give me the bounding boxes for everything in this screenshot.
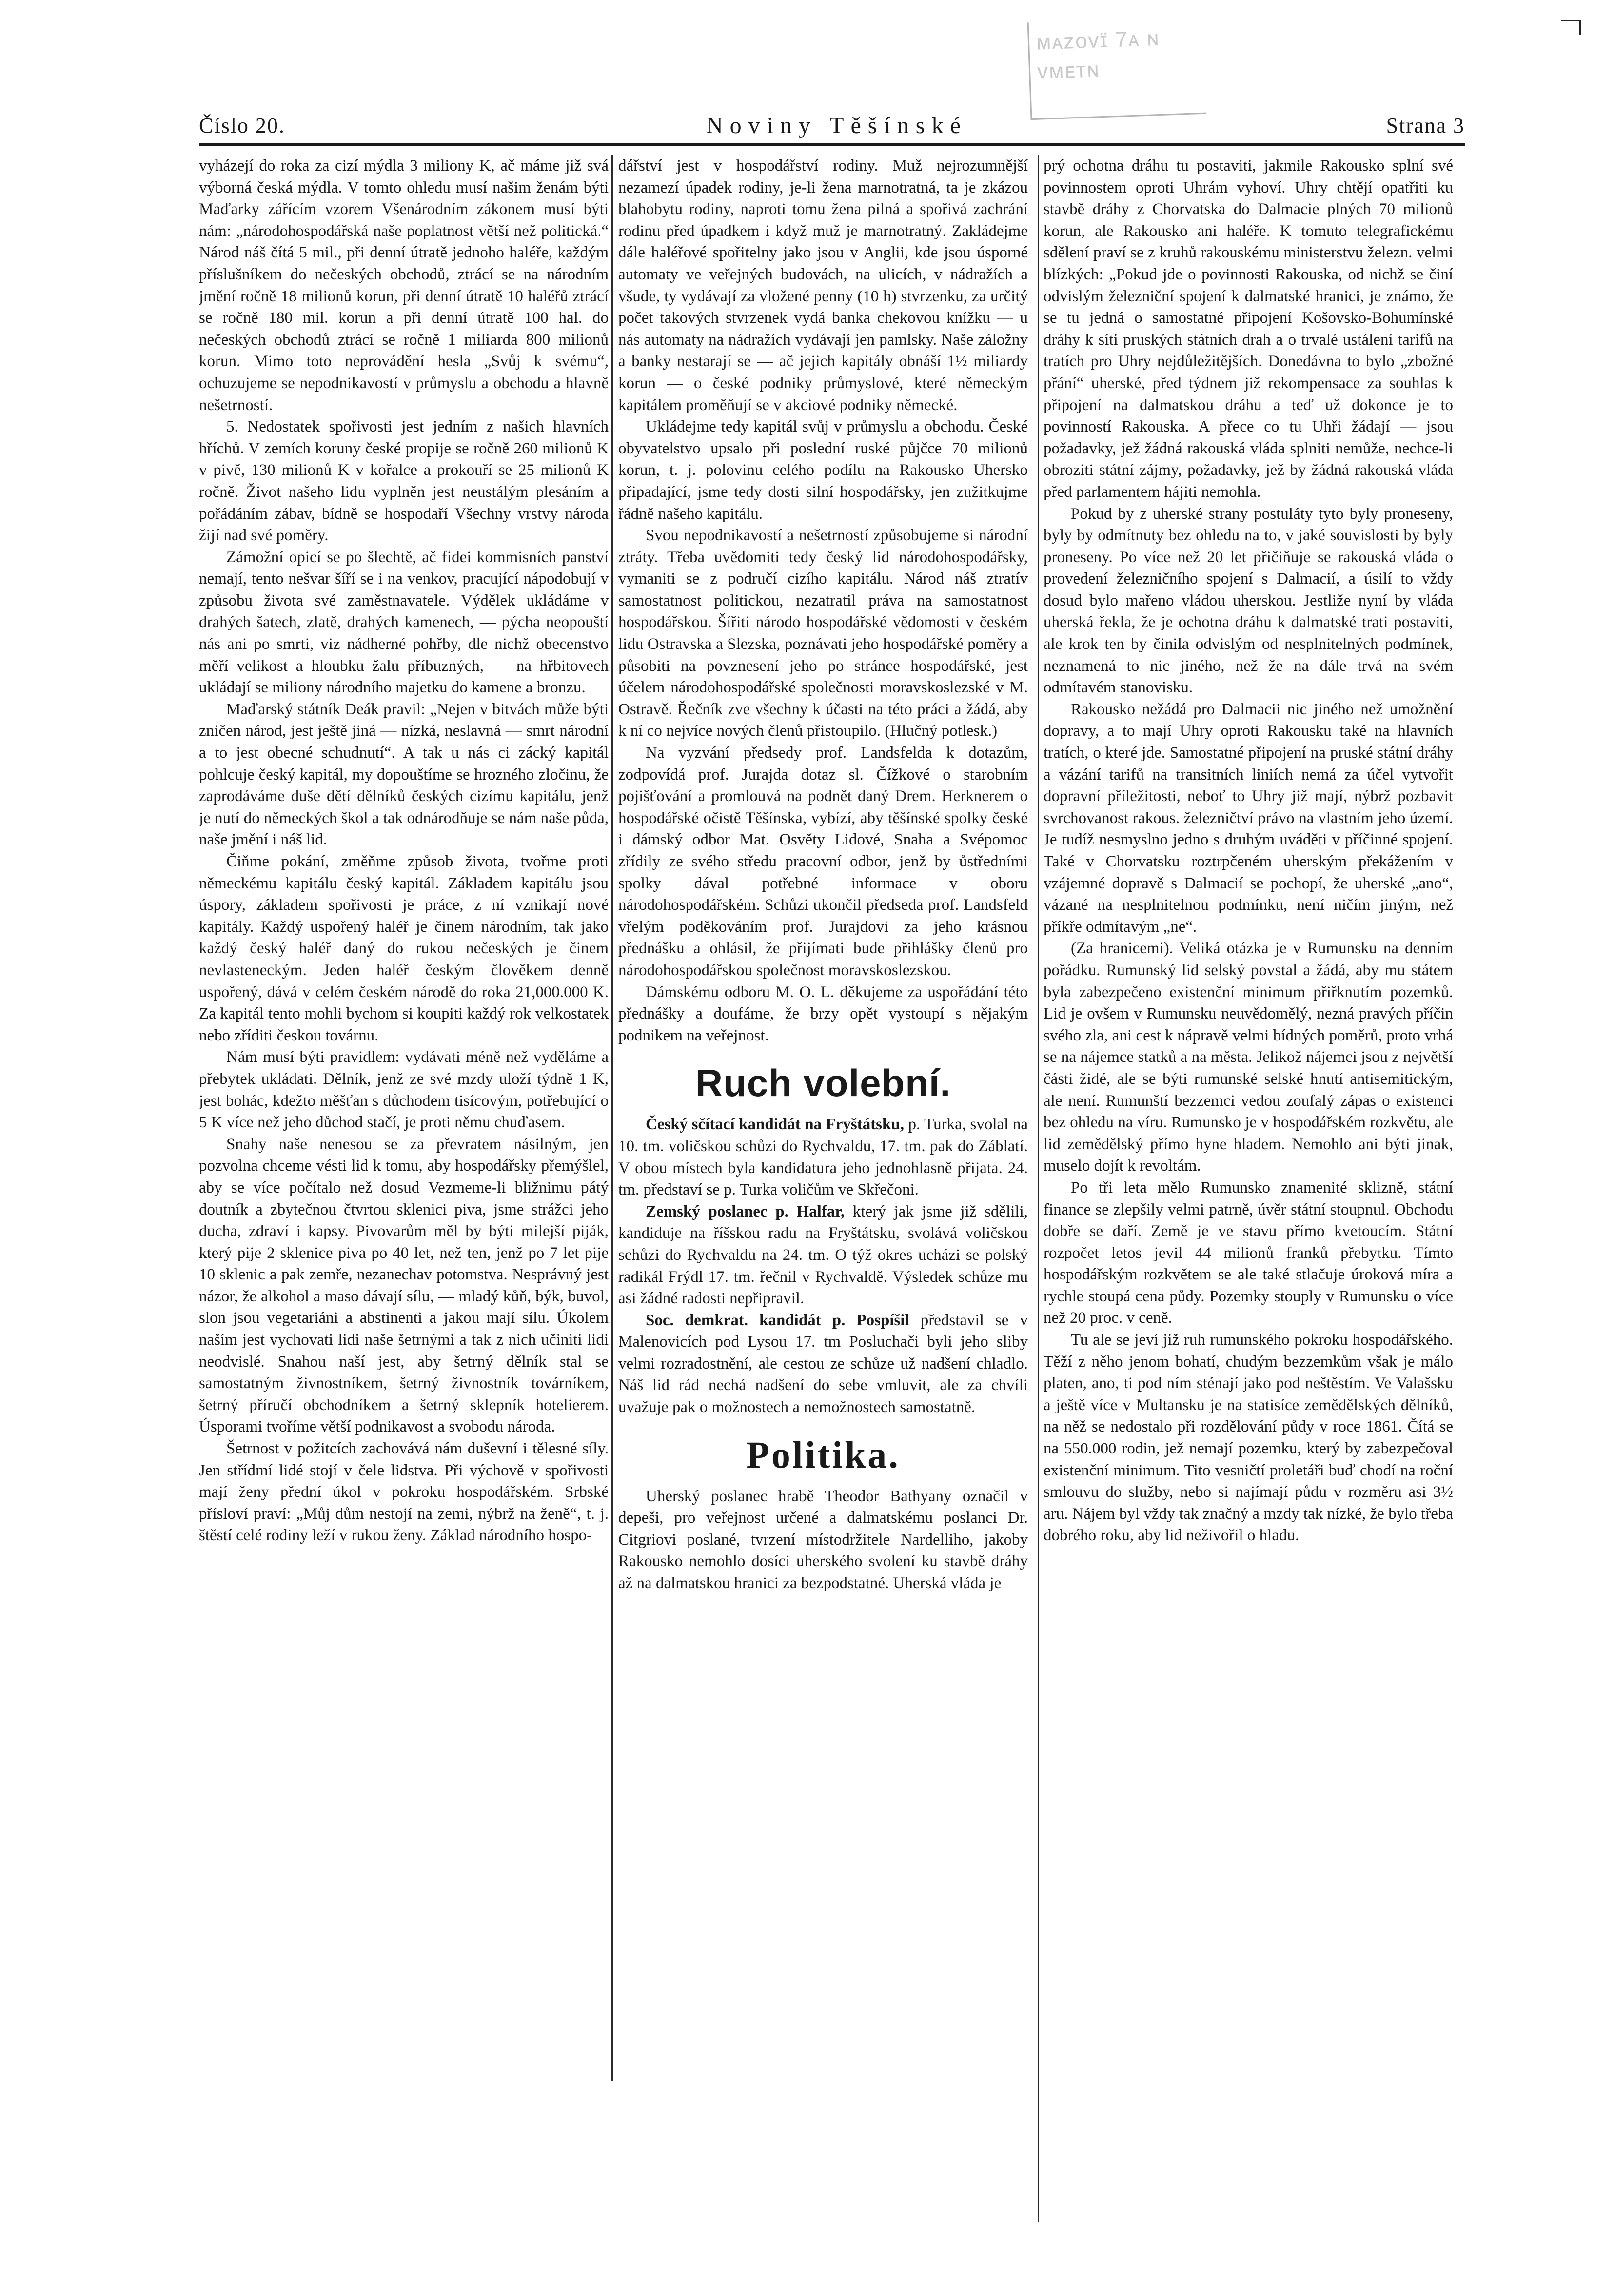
paragraph — [618, 1201, 1028, 1310]
paragraph: (Za hranicemi). Veliká otázka je v Rumunsku na denním pořádku. Rumunský lid selský povstal a žádá, aby mu státem byla zabezpečeno existenční minimum přiřknutím pozemků. Lid je ovšem v Rumunsku neuvědomělý, nezná pravých příčin svého zla, ani cest k nápravě velmi bídných poměrů, proto vrhá se na nájemce statků a na města. Jelikož nájemci jsou z největší části židé, ale se býti rumunské selské hnutí antisemitickým, ale není. Rumunští bezzemci vedou zoufalý zápas o existenci bez ohledu na víru. Rumunsko je v hospodářském rozkvětu, ale lid zemědělský přímo hyne hladem. Nemohlo ani býti jinak, muselo dojít k revoltám. — [1044, 940, 1453, 1175]
paragraph: prý ochotna dráhu tu postaviti, jakmile Rakousko splní své povinnostem oproti Uhrám vyhoví. Uhry chtějí opatřiti ku stavbě dráhy z Chorvatska do Dalmacie plných 70 milionů korun, ale Rakousko ani haléře. K tomuto telegrafickému sdělení praví se z kruhů rakouskému ministerstvu železn. velmi blízkých: „Pokud jde o povinnosti Rakouska, od nichž se činí odvislým železniční spojení k dalmatské hranici, je známo, že se tu jedná o samostatné připojení Košovsko-Bohumínské dráhy k síti pruských státních drah a o trvalé ustálení tarifů na tratích pro Uhry nejdůležitějších. Donedávna to bylo „zbožné přání“ uherské, před týdnem již rekompensace za souhlas k připojení na dalmatskou dráhu a teď už dokonce je to povinností Rakouska. A přece co tu Uhři žádají — jsou požadavky, jež žádná rakouská vláda splniti nemůže, nechce-li obroziti státní zájmy, požadavky, jež by žádná rakouská vláda před parlamentem hájiti nemohla. — [1044, 157, 1453, 501]
paragraph — [618, 1114, 1028, 1200]
paragraph: vyházejí do roka za cizí mýdla 3 miliony K, ač máme již svá výborná česká mýdla. V tomto ohledu musí našim ženám býti Maďarky zářícím vzorem Všenárodním zákonem musí býti nám: „národohospodářská naše poplatnost větší než politická.“ Národ náš čítá 5 mil., při denní útratě jednoho haléře, každým příslušníkem do nečeských obchodů, ztrácí se na národním jmění ročně 18 milionů korun, při denní útratě 10 haléřů ztrácí se ročně 180 mil. korun a při denní útratě 100 hal. do nečeských obchodů ztrácí se ročně 1 miliarda 800 milionů korun. Mimo toto neprovádění hesla „Svůj k svému“, ochuzujeme se nepodnikavostí v průmyslu a obchodu a hlavně nešetrností. — [199, 157, 609, 414]
paragraph-body: p. Turka, svolal na 10. tm. voličskou schůzi do Rychvaldu, 17. tm. pak do Záblatí. V obou místech byla kandidatura jeho jednohlasně přijata. 24. tm. představí se p. Turka voličům ve Skřečoni. — [618, 1116, 1028, 1199]
column-2 — [618, 155, 1028, 2222]
paragraph: dářství jest v hospodářství rodiny. Muž nejrozumnější nezamezí úpadek rodiny, je-li žena marnotratná, ta je zkázou blahobytu rodiny, naproti tomu žena pilná a spořivá zachrání rodinu před úpadkem i když muž je marnotratný. Zakládejme dále haléřové spořitelny jako jsou v Anglii, kde jsou úsporné automaty ve veřejných budovách, na ulicích, v nádražích a všude, ty vydávají za vložené penny (10 h) stvrzenku, za určitý počet takových stvrzenek vydá banka chekovou knížku — u nás automaty na nádražích vydávají jen pamlsky. Naše záložny a banky nestarají se — ač jejich kapitály obnáší 1½ miliardy korun — o české podniky průmyslové, které německým kapitálem proměňují se v akciové podniky německé. — [618, 157, 1028, 414]
header-rule — [199, 143, 1465, 146]
paragraph: 5. Nedostatek spořivosti jest jedním z našich hlavních hříchů. V zemích koruny české propije se ročně 260 milionů K v pivě, 130 milionů K v kořalce a prokouří se 25 milionů K ročně. Život našeho lidu vyplněn jest neustálým plesáním a pořádáním zábav, bídně se hospodaří Všechny vrstvy národa žijí nad své poměry. — [199, 418, 609, 545]
paragraph-lead: Soc. demkrat. kandidát p. Pospíšil — [646, 1311, 909, 1329]
paragraph: Svou nepodnikavostí a nešetrností způsobujeme si národní ztráty. Třeba uvědomiti tedy český lid národohospodářsky, vymaniti se z područí cizího kapitálu. Národ náš ztratív samostatnost politickou, nezatratil práva na samostatnost hospodářskou. Šířiti národo hospodářské vědomosti v českém lidu Ostravska a Slezska, poznávati jeho hospodářské poměry a působiti na povznesení jeho po stránce hospodářské, jest účelem národohospodářské společnosti moravskoslezské v M. Ostravě. Řečník zve všechny k účasti na této práci a žádá, aby k ní co nejvíce nových členů přistoupilo. (Hlučný potlesk.) — [618, 527, 1028, 740]
stamp-line-1: ᴍᴀᴢᴏᴠɪ̈ 7ᴀ ɴ — [1036, 26, 1161, 55]
newspaper-title: Noviny Těšínské — [706, 113, 967, 138]
crop-mark — [1561, 20, 1581, 35]
paragraph: Maďarský státník Deák pravil: „Nejen v bitvách může býti zničen národ, jest ještě jiná — nízká, neslavná — smrt národní a to jest obecné schudnutí“. A tak u nás ci zácký kapitál pohlcuje český kapitál, my dopouštíme se hrozného zločinu, že zaprodáváme duše dětí dělníků českých cizímu kapitálu, jenž je nutí do německých škol a tak odnárodňuje se nám naše půda, naše jmění i náš lid. — [199, 700, 609, 849]
paragraph-body: který jak jsme již sdělili, kandiduje na říšskou radu na Fryštátsku, svolává voličskou schůzi do Rychvaldu na 24. tm. O týž okres ucházi se polský radikál Frýdl 17. tm. řečnil v Rychvaldě. Výsledek schůze mu asi žádné radosti nepřipravil. — [618, 1202, 1028, 1308]
column-3 — [1044, 155, 1453, 2222]
paragraph-lead: Zemský poslanec p. Halfar, — [646, 1202, 845, 1220]
paragraph: Rakousko nežádá pro Dalmacii nic jiného než umožnění dopravy, a to mají Uhry oproti Rakousku také na hlavních tratích, o které jde. Samostatné připojení na pruské státní dráhy a vázání tarifů na transitních liniích nemá za účel vytvořit dopravní příležitosti, neboť to Uhry již mají, nýbrž pozbavit svrchovanost rakous. železničtví právo na vlastním jeho území. Je tudíž nesmyslno jedno s druhým uváděti v příčinné spojení. Také v Chorvatsku roztrpčeném uherským překážením v vzájemné dopravě s Dalmacií se pochopí, že uherské „ano“, vázané na nesplnitelnou podmínku, není ničím jiným, než příkře odmítavým „ne“. — [1044, 700, 1453, 936]
paragraph-lead: Český sčítací kandidát na Fryštátsku, — [646, 1116, 904, 1134]
page-number: Strana 3 — [1386, 114, 1465, 137]
paragraph: Dámskému odboru M. O. L. děkujeme za uspořádání této přednášky a doufáme, že brzy opět vystoupí s nějakým podnikem na veřejnost. — [618, 983, 1028, 1044]
column-1 — [199, 155, 609, 2222]
paragraph: Ukládejme tedy kapitál svůj v průmyslu a obchodu. České obyvatelstvo upsalo při poslední ruské půjčce 70 milionů korun, t. j. polovinu celého podílu na Rakousko Uhersko připadající, jsme tedy dosti silní hospodářsky, jen zužitkujme řádně našeho kapitálu. — [618, 418, 1028, 523]
paragraph: Čiňme pokání, změňme způsob života, tvořme proti německému kapitálu český kapitál. Základem kapitálu jsou úspory, základem spořivosti je práce, z ní vznikají nové kapitály. Každý uspořený haléř je činem národním, tak jako každý český haléř daný do rukou nečeských je činem nevlasteneckým. Jeden haléř českým člověkem denně uspořený, dává v celém českém národě do roka 21,000.000 K. Za kapitál tento mohli bychom si koupiti každý rok velkostatek nebo zříditi českou továrnu. — [199, 853, 609, 1044]
page-header — [199, 108, 1465, 139]
paragraph: Šetrnost v požitcích zachovává nám duševní i tělesné síly. Jen střídmí lidé stojí v čele lidstva. Při výchově v spořivosti mají ženy přední úkol v pokroku hospodářském. Srbské přísloví praví: „Můj dům nestojí na zemi, nýbrž na ženě“, t. j. štěstí celé rodiny leží v rukou ženy. Základ národního hospo- — [199, 1440, 609, 1545]
section-heading-ruch-volebni: Ruch volební. — [695, 1061, 951, 1105]
issue-number: Číslo 20. — [199, 114, 285, 137]
paragraph: Na vyzvání předsedy prof. Landsfelda k dotazům, zodpovídá prof. Jurajda dotaz sl. Čížkové o starobním pojišťování a promlouvá na podnět daný Drem. Herknerem o hospodářské očistě Těšínska, vybízí, aby těšínské spolky české i dámský odbor Mat. Osvěty Lidové, Snaha a Svépomoc zřídily ze svého středu pracovní odbor, jenž by ůstředními spolky dával potřebné informace v oboru národohospodářském. Schůzi ukončil předseda prof. Landsfeld vřelým poděkováním prof. Jurajdovi za jeho krásnou přednášku a ohlásil, že přijímati bude přihlášky členů pro národohospodářskou společnost moravskoslezskou. — [618, 744, 1028, 979]
paragraph: Po tři leta mělo Rumunsko znamenité sklizně, státní finance se zlepšily velmi patrně, úvěr státní stoupnul. Obchodu dobře se daří. Země je ve stavu přímo kvetoucím. Státní rozpočet letos jevil 44 milionů franků přebytku. Tímto hospodářským rozkvětem se ale také stlačuje úroková míra a rychle stoupá cena půdy. Pozemky stouply v Rumunsku o více než 20 proc. v ceně. — [1044, 1178, 1453, 1327]
paragraph: Nám musí býti pravidlem: vydávati méně než vyděláme a přebytek ukládati. Dělník, jenž ze své mzdy uloží týdně 1 K, jest bohác, kdežto měšťan s důchodem tisícovým, potřebující o 5 K více než jeho důchod stačí, je proti němu chuďasem. — [199, 1048, 609, 1132]
paragraph-body: představil se v Malenovicích pod Lysou 17. tm Posluchači byli jeho sliby velmi rozradostnění, ale cestou ze schůze už nadšení chladlo. Náš lid rád nechá nadšení do sebe vmluvit, ale za chvíli uvažuje pak o možnostech a nemožnostech samostatně. — [618, 1311, 1028, 1416]
paragraph: Tu ale se jeví již ruh rumunského pokroku hospodářského. Těží z něho jenom bohatí, chudým bezzemkům však je málo platen, ano, ti pod ním sténají jako pod neštěstím. Ve Valašsku a ještě více v Multansku je na statisíce zemědělských dělníků, na něž se nedostalo při rozdělování půdy v roce 1861. Čítá se na 550.000 rodin, jež nemají pozemku, který by zabezpečoval existenční minimum. Tito vesničtí proletáři buď chodí na roční smlouvu do služby, nebo si najímají půdu v rozměru asi 3½ aru. Nájem byl vždy tak značný a mzdy tak nízké, že bylo třeba dobrého roku, aby lid neživořil o hladu. — [1044, 1331, 1453, 1545]
library-stamp — [1027, 17, 1206, 120]
stamp-line-2: ᴠᴍᴇᴛɴ — [1037, 58, 1101, 84]
paragraph: Uherský poslanec hrabě Theodor Bathyany označil v depeši, pro veřejnost určené a dalmatskému poslanci Dr. Citgriovi poslané, tvrzení místodržitele Nardelliho, jakoby Rakousko nemohlo dosíci uherského svolení ku stavbě dráhy až na dalmatskou hranici za bezpodstatné. Uherská vláda je — [618, 1487, 1028, 1592]
paragraph: Pokud by z uherské strany postuláty tyto byly proneseny, byly by odmítnuty bez ohledu na to, v jaké souvislosti by byly proneseny. Po více než 20 let přičiňuje se rakouská vláda o provedení železničního spojení s Dalmacií, a úsilí to vždy dosud bylo mařeno vládou uherskou. Jestliže nyní by vláda uherská řekla, že je ochotna dráhu k dalmatské trati postaviti, ale krok ten by činila odvislým od nesplnitelných podmínek, neznamená to nic jiného, než že na dále trvá na svém odmítavém stanovisku. — [1044, 505, 1453, 697]
column-divider — [611, 155, 613, 2081]
column-divider — [1038, 155, 1039, 2222]
paragraph: Snahy naše nenesou se za převratem násilným, jen pozvolna chceme vésti lid k tomu, aby hospodářsky přemýšlel, aby se více počítalo než dosud Vezmeme-li bližnimu pátý doutník a zbytečnou čtvrtou sklenici piva, jsme strážci jeho ducha, zdraví i kapsy. Pivovarům měl by býti milejší piják, který pije 2 sklenice piva po 40 let, než ten, jenž po 7 let pije 10 sklenic a pak zemře, nezanechav potomstva. Nesprávný jest názor, že alkohol a maso dávají sílu, — mladý kůň, býk, buvol, slon jsou vegetariáni a abstinenti a jakou mají sílu. Úkolem naším jest vychovati lidi naše šetrnými a tak z nich učiniti lidi neodvislé. Snahou naší jest, aby šetrný dělník stal se samostatným živnostníkem, šetrný živnostník továrníkem, šetrný příručí obchodníkem a šetrný sklepník hotelierem. Úsporami tvoříme větší podnikavost a svobodu národa. — [199, 1135, 609, 1436]
paragraph — [618, 1310, 1028, 1418]
paragraph: Zámožní opicí se po šlechtě, ač fidei kommisních panství nemají, tento nešvar šíří se i na venkov, pracující nápodobují v způsobu života své zaměstnavatele. Výdělek ukládáme v drahých šatech, zlatě, drahých kamenech, — pýcha neopouští nás ani po smrti, viz nádherné pohřby, dle nichž obecenstvo měří velikost a hloubku žalu příbuzných, — na hřbitovech ukládají se miliony národního majetku do kamene a bronzu. — [199, 548, 609, 697]
section-heading-politika: Politika. — [746, 1433, 900, 1476]
